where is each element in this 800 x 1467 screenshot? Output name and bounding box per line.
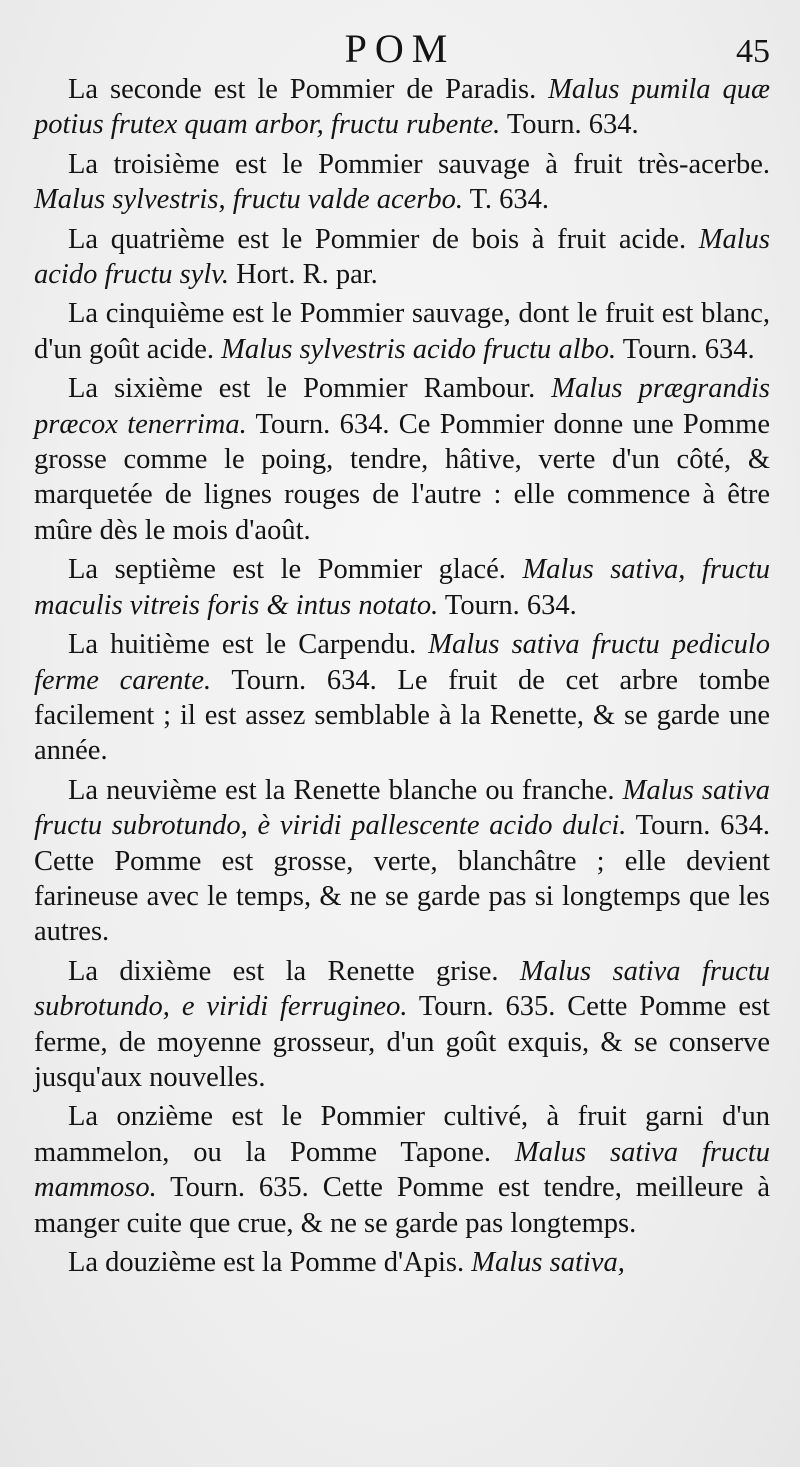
- paragraph-text: Tourn. 634. Le fruit de cet arbre tombe facilement ; il est assez semblable à la Renette, & se garde une année.: [34, 664, 771, 767]
- paragraph-text: Tourn. 634. Cette Pomme est grosse, verte, blanchâtre ; elle devient farineuse avec le temps, & ne se garde pas si longtemps que les autres.: [34, 810, 770, 948]
- paragraph-text: La huitième est le Carpendu.: [68, 629, 429, 661]
- paragraph-text: Tourn. 634.: [616, 333, 755, 365]
- paragraph-neuvieme: [34, 773, 770, 950]
- latin-name: Malus sativa,: [471, 1247, 625, 1278]
- paragraph-text: Hort. R. par.: [228, 259, 378, 291]
- paragraph-douzieme: [34, 1245, 770, 1280]
- latin-name: Malus sativa fructu subrotundo, e viridi ferrugineo.: [34, 955, 770, 1023]
- paragraph-text: La seconde est le Pommier de Paradis.: [68, 74, 549, 105]
- paragraph-text: La cinquième est le Pommier sauvage, dont le fruit est blanc, d'un goût acide.: [34, 298, 770, 365]
- latin-name: Malus sativa fructu mammoso.: [34, 1136, 770, 1204]
- latin-name: Malus pumila quæ potius frutex quam arbor, fructu rubente.: [34, 74, 770, 141]
- paragraph-text: La sixième est le Pommier Rambour.: [68, 373, 552, 405]
- paragraph-troisieme: [34, 147, 770, 218]
- paragraph-quatrieme: [34, 222, 770, 293]
- latin-name: Malus sativa fructu pediculo ferme carente.: [34, 629, 770, 696]
- page-header: [0, 24, 800, 74]
- paragraph-text: La douzième est la Pomme d'Apis.: [68, 1247, 472, 1278]
- page-number: 45: [736, 33, 770, 70]
- paragraph-text: La neuvième est la Renette blanche ou franche.: [68, 774, 623, 806]
- paragraph-onzieme: [34, 1099, 770, 1241]
- paragraph-huitieme: [34, 627, 770, 769]
- paragraph-text: Tourn. 634. Ce Pommier donne une Pomme grosse comme le poing, tendre, hâtive, verte d'un côté, & marquetée de lignes rouges de l'autre : elle commence à être mûre dès le mois d'août.: [34, 408, 770, 546]
- paragraph-text: Tourn. 634.: [500, 109, 639, 141]
- paragraph-text: Tourn. 635. Cette Pomme est tendre, meilleure à manger cuite que crue, & ne se garde pas longtemps.: [34, 1172, 770, 1239]
- paragraph-text: Tourn. 634.: [438, 589, 577, 621]
- latin-name: Malus sativa fructu subrotundo, è viridi pallescente acido dulci.: [34, 774, 771, 842]
- paragraph-text: La troisième est le Pommier sauvage à fruit très-acerbe.: [68, 148, 770, 180]
- paragraph-text: La dixième est la Renette grise.: [68, 955, 520, 987]
- page-body: [34, 72, 770, 1284]
- paragraph-text: T. 634.: [463, 184, 550, 216]
- paragraph-cinquieme: [34, 296, 770, 367]
- paragraph-dixieme: [34, 954, 770, 1096]
- latin-name: Malus prægrandis præcox tenerrima.: [34, 373, 771, 440]
- paragraph-text: La onzième est le Pommier cultivé, à fruit garni d'un mammelon, ou la Pomme Tapone.: [34, 1101, 770, 1168]
- paragraph-septieme: [34, 552, 770, 623]
- latin-name: Malus sylvestris, fructu valde acerbo.: [34, 184, 464, 216]
- latin-name: Malus acido fructu sylv.: [34, 223, 770, 291]
- latin-name: Malus sativa, fructu maculis vitreis foris & intus notato.: [34, 554, 771, 621]
- running-head: POM: [344, 26, 456, 71]
- paragraph-seconde: [34, 72, 770, 143]
- paragraph-sixieme: [34, 371, 770, 548]
- latin-name: Malus sylvestris acido fructu albo.: [221, 333, 617, 365]
- paragraph-text: La quatrième est le Pommier de bois à fruit acide.: [68, 223, 699, 255]
- paragraph-text: La septième est le Pommier glacé.: [68, 554, 523, 586]
- paragraph-text: Tourn. 635. Cette Pomme est ferme, de moyenne grosseur, d'un goût exquis, & se conserve jusqu'aux nouvelles.: [34, 991, 770, 1093]
